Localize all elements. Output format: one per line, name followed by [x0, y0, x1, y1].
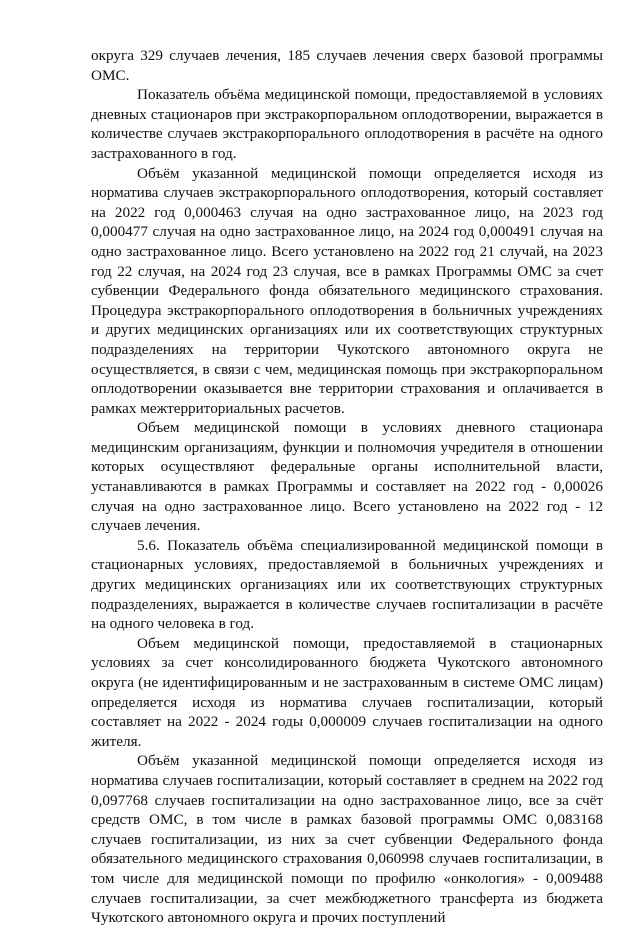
paragraph-6: Объем медицинской помощи, предоставляемой в стационарных условиях за счет консолидированного бюджета Чукотского автономного округа (не идентифицированным и не застрахованным в системе ОМС лицам) определяется исходя из норматива случаев госпитализации, который составляет на 2022 - 2024 годы 0,000009 случаев госпитализации на одного жителя. — [91, 634, 603, 750]
paragraph-5: 5.6. Показатель объёма специализированной медицинской помощи в стационарных условиях, предоставляемой в больничных учреждениях и других медицинских организациях или их соответствующих структурных подразделениях, выражается в количестве случаев госпитализации в расчёте на одного человека в год. — [91, 536, 603, 633]
paragraph-2: Показатель объёма медицинской помощи, предоставляемой в условиях дневных стационаров при экстракорпоральном оплодотворении, выражается в количестве случаев экстракорпорального оплодотворения в расчёте на одного застрахованного в год. — [91, 86, 603, 162]
paragraph-7: Объём указанной медицинской помощи определяется исходя из норматива случаев госпитализации, который составляет в среднем на 2022 год 0,097768 случаев госпитализации на одно застрахованное лицо, все за счёт средств ОМС, в том числе в рамках базовой программы ОМС 0,083168 случаев госпитализации, из них за счет субвенции Федерального фонда обязательного медицинского страхования 0,060998 случаев госпитализации, в том числе для медицинской помощи по профилю «онкология» - 0,009488 случаев госпитализации, за счет межбюджетного трансферта из бюджета Чукотского автономного округа и прочих поступлений — [91, 752, 603, 927]
paragraph-1: округа 329 случаев лечения, 185 случаев лечения сверх базовой программы ОМС. — [91, 47, 603, 84]
paragraph-3: Объём указанной медицинской помощи определяется исходя из норматива случаев экстракорпорального оплодотворения, который составляет на 2022 год 0,000463 случая на одно застрахованное лицо, на 2023 год 0,000477 случая на одно застрахованное лицо, на 2024 год 0,000491 случая на одно застрахованное лицо. Всего установлено на 2022 год 21 случай, на 2023 год 22 случая, на 2024 год 23 случая, все в рамках Программы ОМС за счет субвенции Федерального фонда обязательного медицинского страхования. Процедура экстракорпорального оплодотворения в больничных учреждениях и других медицинских организациях или их соответствующих структурных подразделениях на территории Чукотского автономного округа не осуществляется, в связи с чем, медицинская помощь при экстракорпоральном оплодотворении оказывается вне территории страхования и оплачивается в рамках межтерриториальных расчетов. — [91, 164, 603, 417]
paragraph-4: Объем медицинской помощи в условиях дневного стационара медицинским организациям, функции и полномочия учредителя в отношении которых осуществляют федеральные органы исполнительной власти, устанавливаются в рамках Программы и составляет на 2022 год - 0,00026 случая на одно застрахованное лицо. Всего установлено на 2022 год - 12 случаев лечения. — [91, 419, 603, 535]
document-page — [91, 46, 603, 928]
